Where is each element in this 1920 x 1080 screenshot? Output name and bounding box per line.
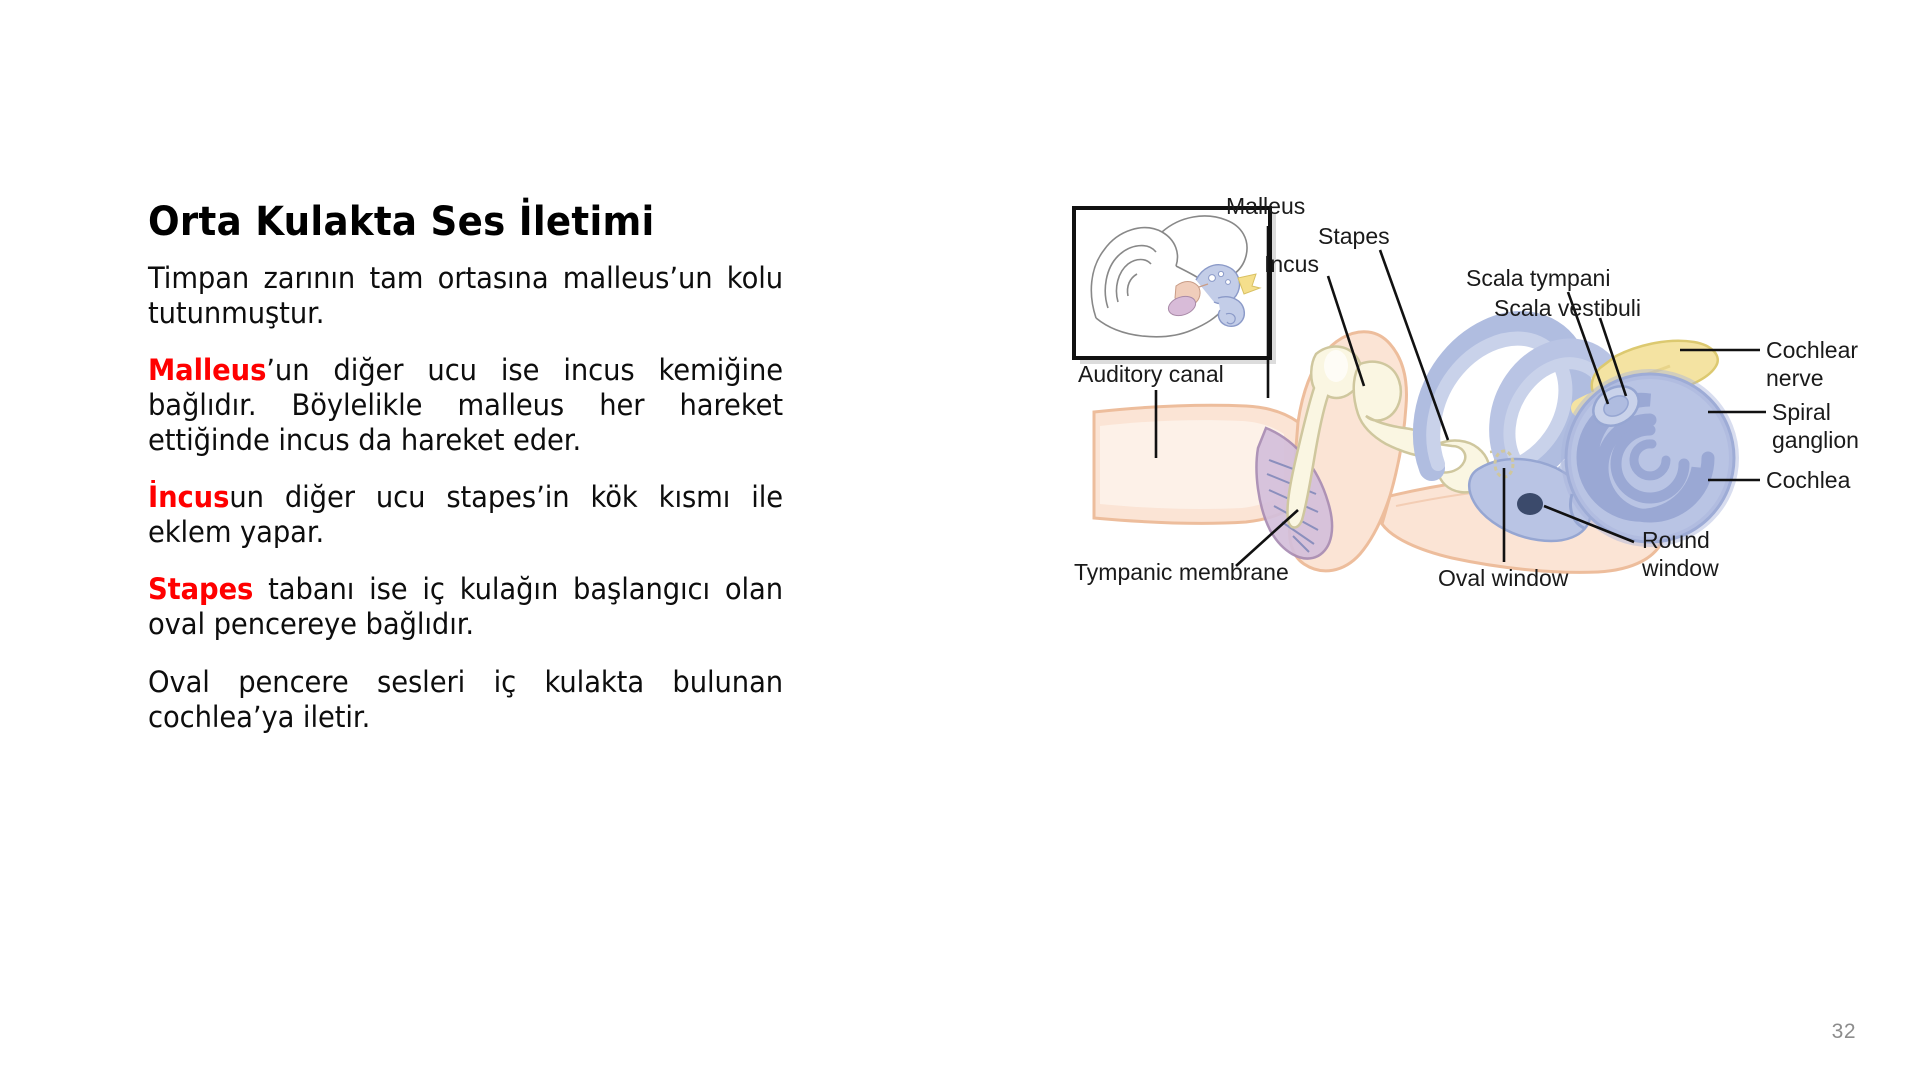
keyword-malleus: Malleus — [148, 352, 267, 387]
label-incus: Incus — [1264, 251, 1319, 277]
label-scala-vestibuli: Scala vestibuli — [1494, 295, 1642, 321]
keyword-stapes: Stapes — [148, 572, 254, 607]
label-spiral-ganglion-line1: Spiral — [1772, 399, 1831, 425]
label-cochlea: Cochlea — [1766, 467, 1851, 493]
label-stapes: Stapes — [1318, 223, 1390, 249]
paragraph-4-text: tabanı ise iç kulağın başlangıcı olan oval pencereye bağlıdır. — [148, 572, 784, 642]
paragraph-4 — [148, 572, 783, 642]
label-scala-tympani: Scala tympani — [1466, 265, 1611, 291]
label-spiral-ganglion-line2: ganglion — [1772, 427, 1859, 453]
inset-overview-box — [1074, 208, 1276, 364]
paragraph-2-text: ’un diğer ucu ise incus kemiğine bağlıdır. Böylelikle malleus her hareket ettiğinde incus da hareket eder. — [148, 352, 784, 458]
paragraph-1 — [148, 261, 783, 331]
label-cochlear-nerve-line2: nerve — [1766, 365, 1824, 391]
ear-anatomy-figure — [1060, 168, 1900, 628]
label-cochlear-nerve-line1: Cochlear — [1766, 337, 1859, 363]
paragraph-1-text: Timpan zarının tam ortasına malleus’un kolu tutunmuştur. — [148, 260, 784, 330]
paragraph-3 — [148, 480, 783, 550]
round-window-shape — [1517, 493, 1543, 515]
paragraph-5 — [148, 665, 783, 735]
label-auditory-canal: Auditory canal — [1078, 361, 1224, 387]
cochlea-spiral — [1566, 374, 1734, 542]
label-tympanic-membrane: Tympanic membrane — [1074, 559, 1289, 585]
label-round-window-line1: Round — [1642, 527, 1710, 553]
label-oval-window: Oval window — [1438, 565, 1569, 591]
paragraph-2 — [148, 353, 783, 458]
page-title: Orta Kulakta Ses İletimi — [148, 199, 655, 245]
paragraph-3-text: un diğer ucu stapes’in kök kısmı ile eklem yapar. — [148, 480, 784, 550]
label-malleus: Malleus — [1226, 193, 1306, 219]
paragraph-5-text: Oval pencere sesleri iç kulakta bulunan cochlea’ya iletir. — [148, 664, 784, 734]
label-round-window-line2: window — [1642, 555, 1719, 581]
keyword-incus: İncus — [148, 480, 230, 515]
content-text-column — [148, 200, 820, 735]
page-number: 32 — [1831, 1020, 1856, 1043]
